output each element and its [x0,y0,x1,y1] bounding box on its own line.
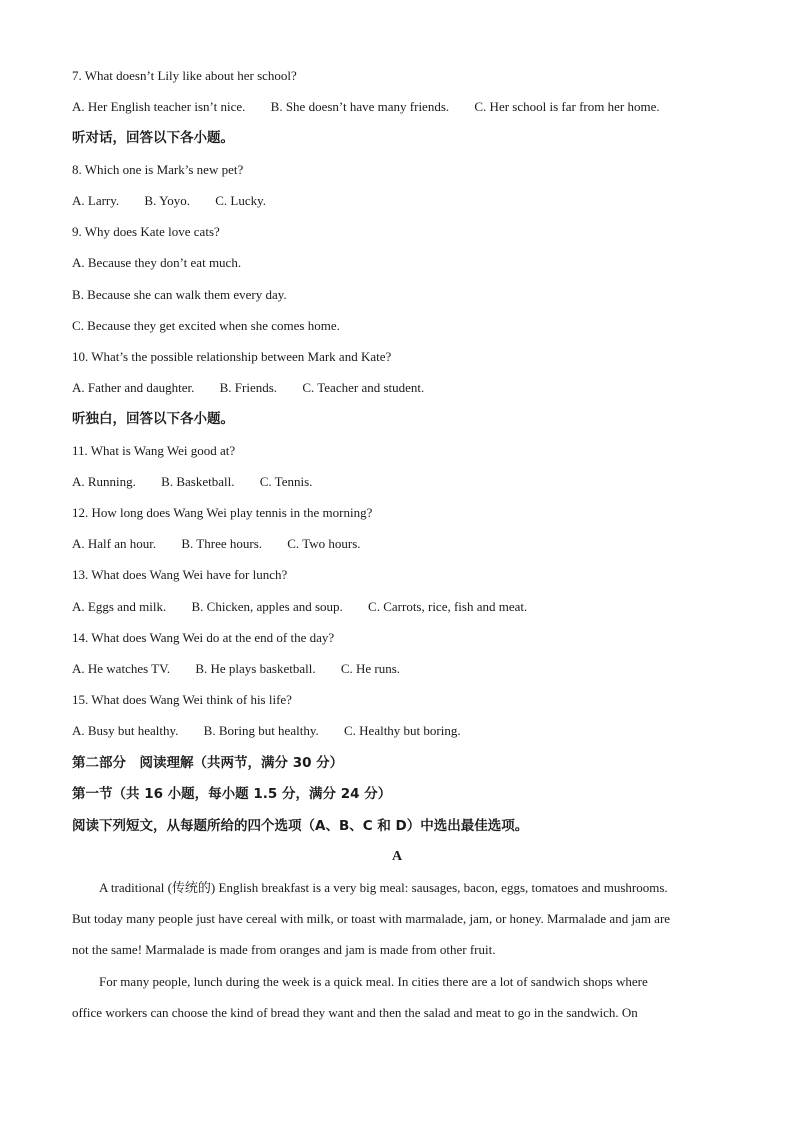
question-14: 14. What does Wang Wei do at the end of the day? [72,630,335,645]
passage-letter: A [391,849,403,864]
question-13-options [72,599,722,615]
question-7: 7. What doesn’t Lily like about her school? [72,68,297,83]
option-a: A. Her English teacher isn’t nice. [72,99,246,114]
passage-p1-line1: A traditional (传统的) English breakfast is a very big meal: sausages, bacon, eggs, tomatoes and mushrooms. [99,880,668,895]
passage-p2-line2: office workers can choose the kind of bread they want and then the salad and meat to go in the sandwich. On [72,1005,638,1020]
option-c: C. He runs. [340,661,401,676]
question-11: 11. What is Wang Wei good at? [72,443,236,458]
option-a: A. Eggs and milk. [72,599,167,614]
question-9-option-a: A. Because they don’t eat much. [72,255,242,270]
option-a: A. Half an hour. [72,536,157,551]
question-8: 8. Which one is Mark’s new pet? [72,162,244,177]
question-11-options [72,474,722,490]
option-c: C. Tennis. [259,474,313,489]
question-10-options [72,380,722,396]
question-8-options [72,193,722,209]
option-a: A. Running. [72,474,136,489]
question-12: 12. How long does Wang Wei play tennis in the morning? [72,505,373,520]
section-1-title: 第一节（共 16 小题，每小题 1.5 分，满分 24 分） [72,786,392,802]
option-c: C. Lucky. [215,193,266,208]
option-a: A. Larry. [72,193,120,208]
passage-p1-line2: But today many people just have cereal with milk, or toast with marmalade, jam, or honey. Marmalade and jam are [72,911,671,926]
option-c: C. Her school is far from her home. [474,99,660,114]
option-b: B. She doesn’t have many friends. [270,99,450,114]
option-c: C. Teacher and student. [302,380,425,395]
section-heading-monologue: 听独白，回答以下各小题。 [72,411,234,427]
option-b: B. Chicken, apples and soup. [191,599,343,614]
question-15-options [72,723,722,739]
question-12-options [72,536,722,552]
question-9-option-c: C. Because they get excited when she comes home. [72,318,340,333]
question-10: 10. What’s the possible relationship between Mark and Kate? [72,349,392,364]
passage-p1-line3: not the same! Marmalade is made from oranges and jam is made from other fruit. [72,942,496,957]
question-14-options [72,661,722,677]
question-15: 15. What does Wang Wei think of his life? [72,692,292,707]
option-c: C. Healthy but boring. [343,723,461,738]
option-b: B. Boring but healthy. [203,723,319,738]
option-b: B. Three hours. [181,536,263,551]
reading-instruction: 阅读下列短文，从每题所给的四个选项（A、B、C 和 D）中选出最佳选项。 [72,818,529,834]
question-9: 9. Why does Kate love cats? [72,224,220,239]
option-b: B. Yoyo. [144,193,190,208]
option-b: B. Basketball. [161,474,235,489]
question-13: 13. What does Wang Wei have for lunch? [72,567,288,582]
option-a: A. Father and daughter. [72,380,195,395]
part-2-title: 第二部分 阅读理解（共两节，满分 30 分） [72,755,344,771]
option-b: B. Friends. [219,380,278,395]
question-7-options [72,99,722,115]
option-a: A. Busy but healthy. [72,723,179,738]
option-a: A. He watches TV. [72,661,171,676]
question-9-option-b: B. Because she can walk them every day. [72,287,287,302]
section-heading-dialogue: 听对话，回答以下各小题。 [72,130,234,146]
option-b: B. He plays basketball. [195,661,316,676]
passage-p2-line1: For many people, lunch during the week is a quick meal. In cities there are a lot of sandwich shops where [99,974,648,989]
option-c: C. Two hours. [287,536,361,551]
option-c: C. Carrots, rice, fish and meat. [368,599,528,614]
